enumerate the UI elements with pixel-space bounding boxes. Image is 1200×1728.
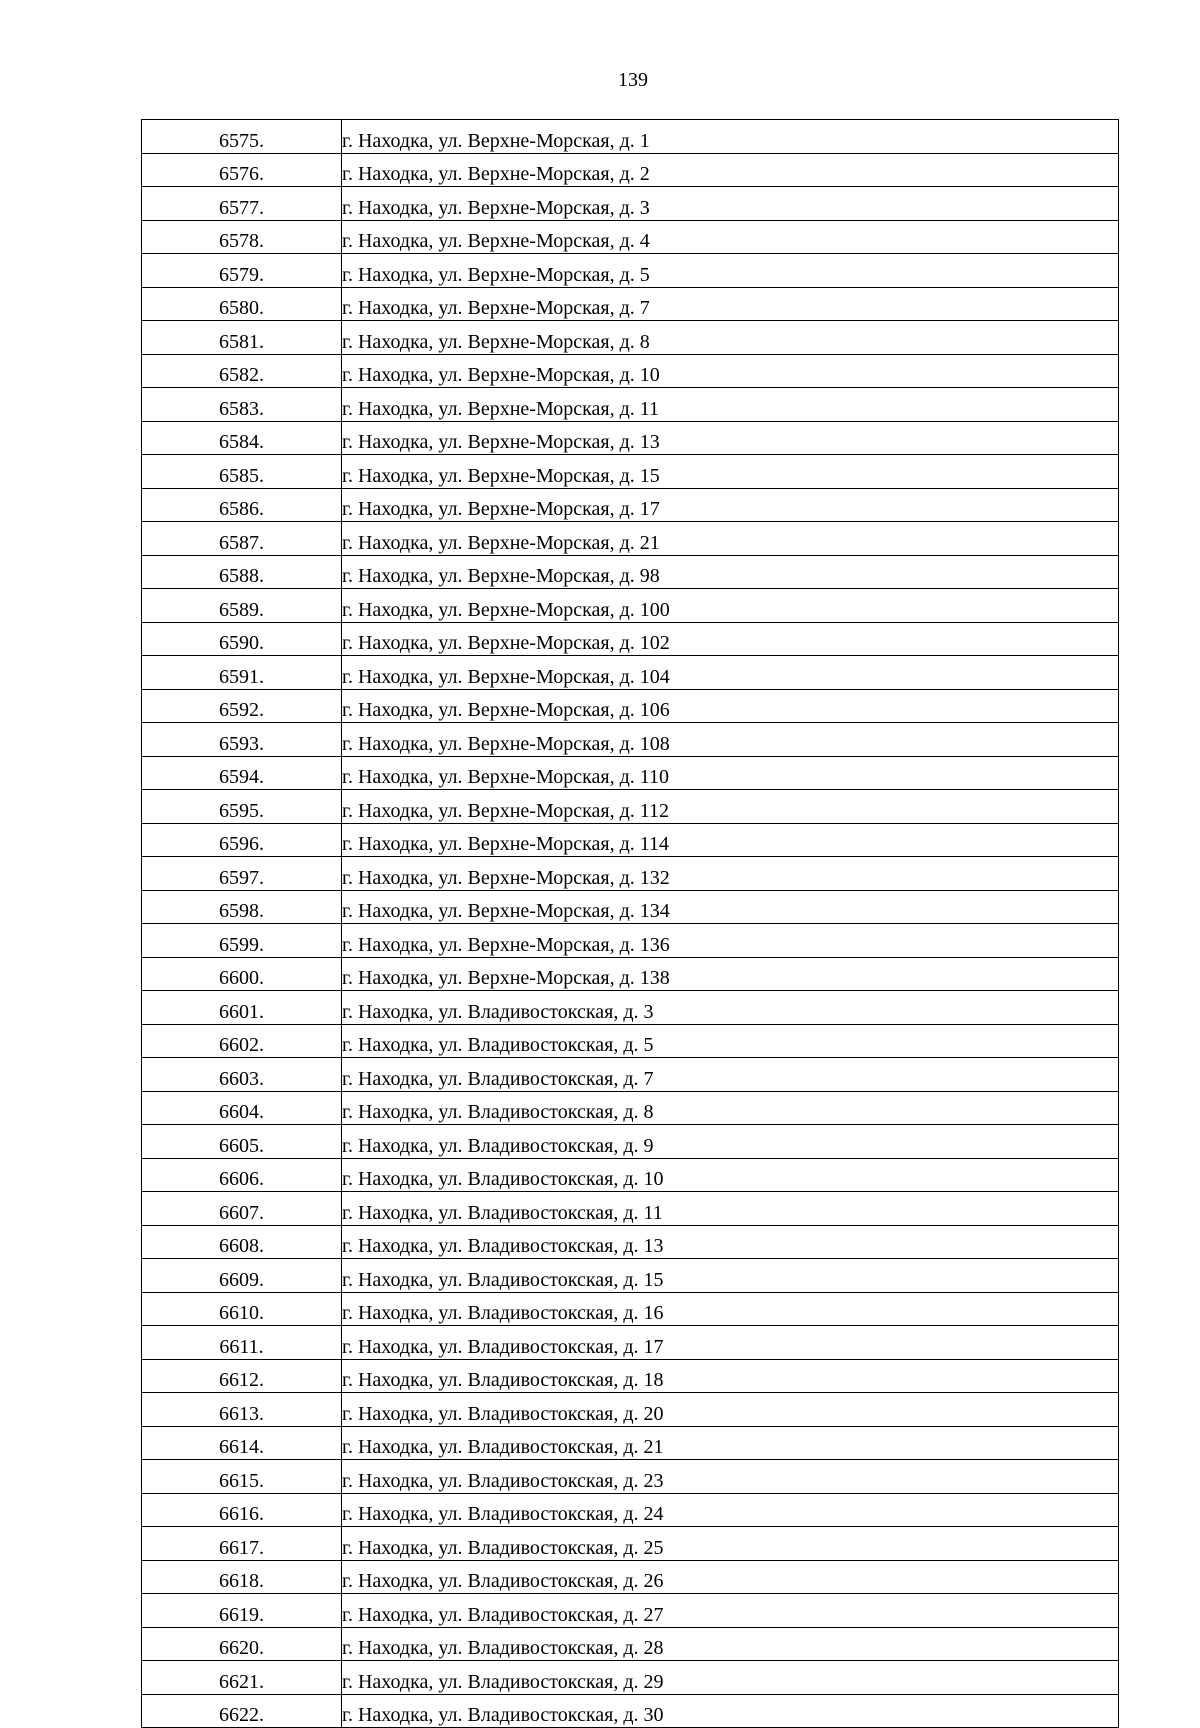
row-address: г. Находка, ул. Верхне-Морская, д. 3: [342, 187, 1119, 221]
table-row: [142, 589, 1119, 623]
table-row: [142, 1259, 1119, 1293]
address-table: [141, 119, 1119, 1728]
row-address: г. Находка, ул. Верхне-Морская, д. 114: [342, 823, 1119, 857]
table-row: [142, 1527, 1119, 1561]
row-address: г. Находка, ул. Верхне-Морская, д. 132: [342, 857, 1119, 891]
row-number: 6609.: [142, 1259, 342, 1293]
row-number: 6604.: [142, 1091, 342, 1125]
table-row: [142, 321, 1119, 355]
table-row: [142, 1661, 1119, 1695]
table-row: [142, 790, 1119, 824]
row-number: 6586.: [142, 488, 342, 522]
table-row: [142, 388, 1119, 422]
row-number: 6579.: [142, 254, 342, 288]
row-number: 6619.: [142, 1594, 342, 1628]
row-number: 6582.: [142, 354, 342, 388]
row-number: 6577.: [142, 187, 342, 221]
row-number: 6616.: [142, 1493, 342, 1527]
row-number: 6614.: [142, 1426, 342, 1460]
table-row: [142, 287, 1119, 321]
row-number: 6613.: [142, 1393, 342, 1427]
table-row: [142, 1426, 1119, 1460]
table-row: [142, 220, 1119, 254]
table-row: [142, 1024, 1119, 1058]
row-address: г. Находка, ул. Верхне-Морская, д. 100: [342, 589, 1119, 623]
table-row: [142, 723, 1119, 757]
row-address: г. Находка, ул. Верхне-Морская, д. 21: [342, 522, 1119, 556]
row-address: г. Находка, ул. Владивостокская, д. 27: [342, 1594, 1119, 1628]
row-address: г. Находка, ул. Верхне-Морская, д. 15: [342, 455, 1119, 489]
row-address: г. Находка, ул. Владивостокская, д. 23: [342, 1460, 1119, 1494]
row-number: 6590.: [142, 622, 342, 656]
row-address: г. Находка, ул. Владивостокская, д. 25: [342, 1527, 1119, 1561]
row-number: 6575.: [142, 120, 342, 154]
row-address: г. Находка, ул. Верхне-Морская, д. 10: [342, 354, 1119, 388]
row-address: г. Находка, ул. Владивостокская, д. 9: [342, 1125, 1119, 1159]
row-address: г. Находка, ул. Владивостокская, д. 13: [342, 1225, 1119, 1259]
row-address: г. Находка, ул. Верхне-Морская, д. 98: [342, 555, 1119, 589]
table-row: [142, 488, 1119, 522]
row-address: г. Находка, ул. Владивостокская, д. 10: [342, 1158, 1119, 1192]
row-address: г. Находка, ул. Владивостокская, д. 16: [342, 1292, 1119, 1326]
row-number: 6622.: [142, 1694, 342, 1728]
table-row: [142, 1560, 1119, 1594]
table-row: [142, 1326, 1119, 1360]
row-number: 6606.: [142, 1158, 342, 1192]
row-address: г. Находка, ул. Верхне-Морская, д. 134: [342, 890, 1119, 924]
row-number: 6603.: [142, 1058, 342, 1092]
table-row: [142, 622, 1119, 656]
row-address: г. Находка, ул. Владивостокская, д. 29: [342, 1661, 1119, 1695]
row-address: г. Находка, ул. Верхне-Морская, д. 11: [342, 388, 1119, 422]
row-number: 6589.: [142, 589, 342, 623]
table-row: [142, 1694, 1119, 1728]
row-number: 6584.: [142, 421, 342, 455]
table-row: [142, 957, 1119, 991]
row-number: 6599.: [142, 924, 342, 958]
row-address: г. Находка, ул. Владивостокская, д. 5: [342, 1024, 1119, 1058]
row-number: 6621.: [142, 1661, 342, 1695]
table-row: [142, 1192, 1119, 1226]
row-address: г. Находка, ул. Владивостокская, д. 30: [342, 1694, 1119, 1728]
table-row: [142, 1125, 1119, 1159]
row-address: г. Находка, ул. Владивостокская, д. 7: [342, 1058, 1119, 1092]
table-row: [142, 187, 1119, 221]
row-number: 6602.: [142, 1024, 342, 1058]
row-address: г. Находка, ул. Верхне-Морская, д. 13: [342, 421, 1119, 455]
table-row: [142, 1393, 1119, 1427]
table-row: [142, 857, 1119, 891]
row-number: 6576.: [142, 153, 342, 187]
table-row: [142, 689, 1119, 723]
table-row: [142, 756, 1119, 790]
table-row: [142, 1292, 1119, 1326]
table-row: [142, 991, 1119, 1025]
row-address: г. Находка, ул. Владивостокская, д. 21: [342, 1426, 1119, 1460]
table-row: [142, 890, 1119, 924]
table-row: [142, 421, 1119, 455]
row-number: 6581.: [142, 321, 342, 355]
row-address: г. Находка, ул. Верхне-Морская, д. 112: [342, 790, 1119, 824]
row-address: г. Находка, ул. Владивостокская, д. 20: [342, 1393, 1119, 1427]
row-address: г. Находка, ул. Владивостокская, д. 24: [342, 1493, 1119, 1527]
table-row: [142, 1058, 1119, 1092]
table-row: [142, 555, 1119, 589]
row-number: 6583.: [142, 388, 342, 422]
row-address: г. Находка, ул. Верхне-Морская, д. 5: [342, 254, 1119, 288]
table-row: [142, 153, 1119, 187]
table-row: [142, 924, 1119, 958]
row-address: г. Находка, ул. Верхне-Морская, д. 136: [342, 924, 1119, 958]
row-number: 6612.: [142, 1359, 342, 1393]
row-address: г. Находка, ул. Верхне-Морская, д. 4: [342, 220, 1119, 254]
row-number: 6617.: [142, 1527, 342, 1561]
row-number: 6595.: [142, 790, 342, 824]
row-address: г. Находка, ул. Верхне-Морская, д. 1: [342, 120, 1119, 154]
table-row: [142, 1225, 1119, 1259]
table-row: [142, 1359, 1119, 1393]
table-row: [142, 455, 1119, 489]
row-address: г. Находка, ул. Верхне-Морская, д. 108: [342, 723, 1119, 757]
row-address: г. Находка, ул. Владивостокская, д. 11: [342, 1192, 1119, 1226]
row-address: г. Находка, ул. Верхне-Морская, д. 110: [342, 756, 1119, 790]
row-number: 6596.: [142, 823, 342, 857]
row-number: 6587.: [142, 522, 342, 556]
row-address: г. Находка, ул. Владивостокская, д. 28: [342, 1627, 1119, 1661]
table-row: [142, 1460, 1119, 1494]
row-address: г. Находка, ул. Верхне-Морская, д. 104: [342, 656, 1119, 690]
table-row: [142, 1627, 1119, 1661]
row-address: г. Находка, ул. Владивостокская, д. 3: [342, 991, 1119, 1025]
row-address: г. Находка, ул. Верхне-Морская, д. 17: [342, 488, 1119, 522]
row-address: г. Находка, ул. Верхне-Морская, д. 2: [342, 153, 1119, 187]
row-number: 6608.: [142, 1225, 342, 1259]
row-number: 6600.: [142, 957, 342, 991]
table-row: [142, 522, 1119, 556]
row-address: г. Находка, ул. Верхне-Морская, д. 106: [342, 689, 1119, 723]
row-address: г. Находка, ул. Верхне-Морская, д. 8: [342, 321, 1119, 355]
row-number: 6598.: [142, 890, 342, 924]
row-address: г. Находка, ул. Владивостокская, д. 18: [342, 1359, 1119, 1393]
table-row: [142, 1594, 1119, 1628]
table-row: [142, 1158, 1119, 1192]
row-address: г. Находка, ул. Верхне-Морская, д. 102: [342, 622, 1119, 656]
row-number: 6620.: [142, 1627, 342, 1661]
page-number: 139: [618, 69, 648, 91]
row-number: 6585.: [142, 455, 342, 489]
row-number: 6578.: [142, 220, 342, 254]
table-row: [142, 656, 1119, 690]
row-address: г. Находка, ул. Владивостокская, д. 15: [342, 1259, 1119, 1293]
row-address: г. Находка, ул. Владивостокская, д. 26: [342, 1560, 1119, 1594]
table-row: [142, 823, 1119, 857]
row-number: 6607.: [142, 1192, 342, 1226]
row-number: 6615.: [142, 1460, 342, 1494]
row-number: 6592.: [142, 689, 342, 723]
row-number: 6618.: [142, 1560, 342, 1594]
row-address: г. Находка, ул. Владивостокская, д. 17: [342, 1326, 1119, 1360]
row-number: 6580.: [142, 287, 342, 321]
row-number: 6610.: [142, 1292, 342, 1326]
address-table-body: [142, 120, 1119, 1728]
row-number: 6593.: [142, 723, 342, 757]
row-address: г. Находка, ул. Верхне-Морская, д. 138: [342, 957, 1119, 991]
table-row: [142, 354, 1119, 388]
row-number: 6605.: [142, 1125, 342, 1159]
row-number: 6597.: [142, 857, 342, 891]
row-address: г. Находка, ул. Верхне-Морская, д. 7: [342, 287, 1119, 321]
row-number: 6601.: [142, 991, 342, 1025]
row-address: г. Находка, ул. Владивостокская, д. 8: [342, 1091, 1119, 1125]
table-row: [142, 1091, 1119, 1125]
table-row: [142, 254, 1119, 288]
row-number: 6588.: [142, 555, 342, 589]
row-number: 6591.: [142, 656, 342, 690]
table-row: [142, 1493, 1119, 1527]
table-row: [142, 120, 1119, 154]
row-number: 6611.: [142, 1326, 342, 1360]
row-number: 6594.: [142, 756, 342, 790]
